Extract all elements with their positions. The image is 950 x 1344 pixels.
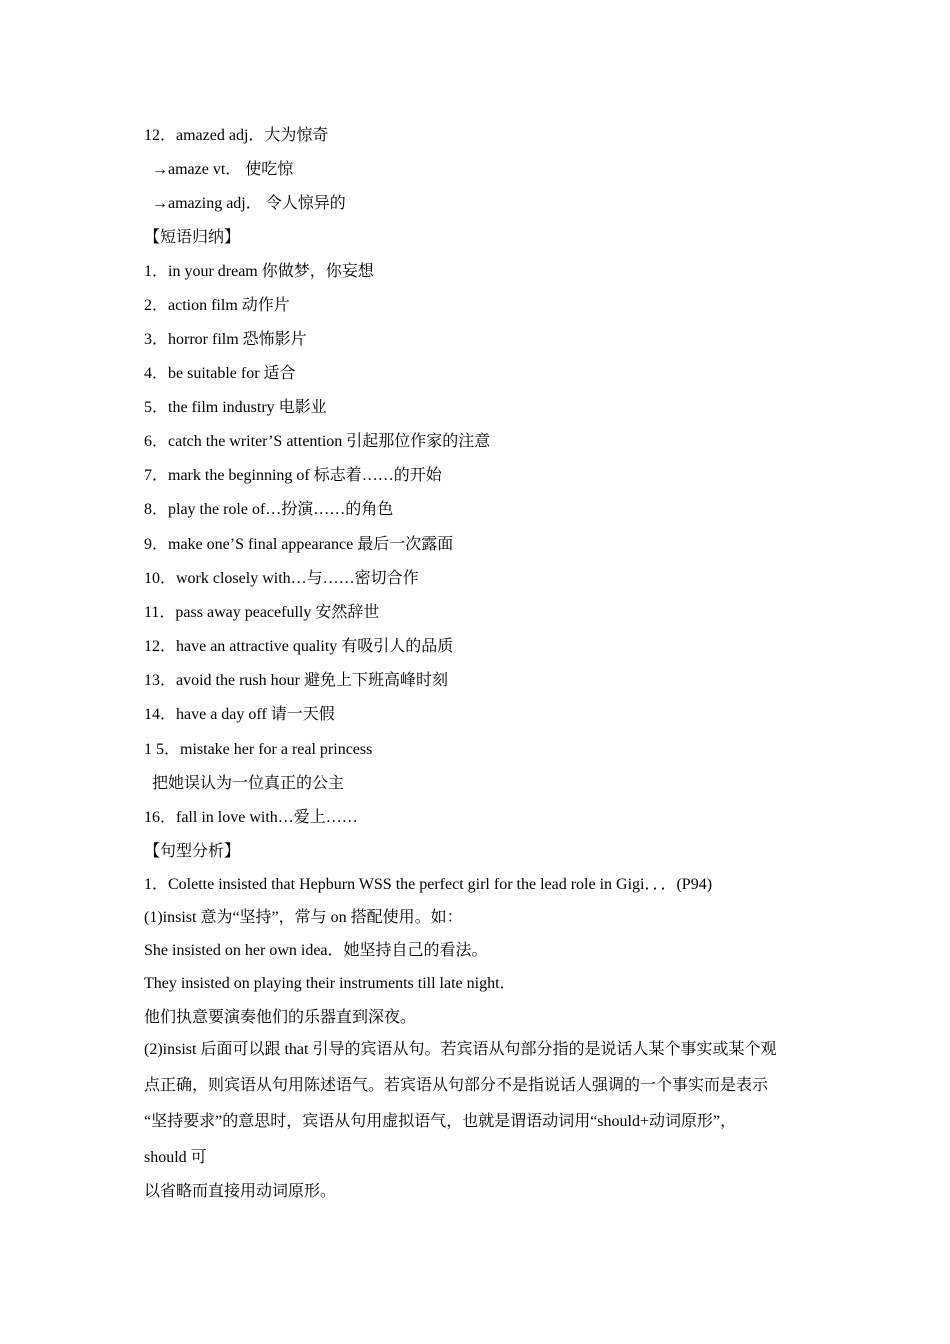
phrase-item: 14．have a day off 请一天假 <box>144 706 335 723</box>
phrase-item-translation: 把她误认为一位真正的公主 <box>152 775 345 792</box>
phrase-item: 1 5．mistake her for a real princess <box>144 741 373 758</box>
example-sentence-en: They insisted on playing their instruments till late night． <box>144 975 516 992</box>
phrase-item: 13．avoid the rush hour 避免上下班高峰时刻 <box>144 672 448 689</box>
sentence-heading: 【句型分析】 <box>144 843 241 860</box>
phrase-item: 9．make one’S final appearance 最后一次露面 <box>144 536 454 553</box>
sentence-note-2-line: 以省略而直接用动词原形。 <box>144 1183 337 1200</box>
sentence-note-2-line: “坚持要求”的意思时，宾语从句用虚拟语气，也就是谓语动词用“should+动词原形”， <box>144 1113 737 1130</box>
sentence-item-1: 1．Colette insisted that Hepburn WSS the perfect girl for the lead role in Gigi．．．(P94) <box>144 876 713 893</box>
sentence-note-1: (1)insist 意为“坚持”，常与 on 搭配使用。如： <box>144 909 463 926</box>
phrase-item: 6．catch the writer’S attention 引起那位作家的注意 <box>144 433 491 450</box>
phrase-item: 3．horror film 恐怖影片 <box>144 331 307 348</box>
vocab-item-12: 12．amazed adj．大为惊奇 <box>144 127 329 144</box>
sentence-note-2-line: 点正确，则宾语从句用陈述语气。若宾语从句部分不是指说话人强调的一个事实而是表示 <box>144 1077 769 1094</box>
phrase-item: 11．pass away peacefully 安然辞世 <box>144 604 380 621</box>
example-sentence-zh: 他们执意要演奏他们的乐器直到深夜。 <box>144 1009 417 1026</box>
phrase-item: 12．have an attractive quality 有吸引人的品质 <box>144 638 454 655</box>
vocab-derived-amazing: →amazing adj． 令人惊异的 <box>152 195 346 212</box>
phrase-item: 4．be suitable for 适合 <box>144 365 296 382</box>
sentence-note-2-line: should 可 <box>144 1149 207 1166</box>
phrase-item: 8．play the role of…扮演……的角色 <box>144 501 394 518</box>
phrases-heading: 【短语归纳】 <box>144 229 241 246</box>
sentence-note-2-line: (2)insist 后面可以跟 that 引导的宾语从句。若宾语从句部分指的是说话人某个事实或某个观 <box>144 1041 777 1058</box>
phrase-item: 1．in your dream 你做梦，你妄想 <box>144 263 374 280</box>
phrase-item: 16．fall in love with…爱上…… <box>144 809 358 826</box>
example-sentence-en: She insisted on her own idea．她坚持自己的看法。 <box>144 942 488 959</box>
phrase-item: 10．work closely with…与……密切合作 <box>144 570 419 587</box>
vocab-derived-amaze: →amaze vt． 使吃惊 <box>152 161 294 178</box>
phrase-item: 5．the film industry 电影业 <box>144 399 327 416</box>
phrase-item: 7．mark the beginning of 标志着……的开始 <box>144 467 442 484</box>
phrase-item: 2．action film 动作片 <box>144 297 290 314</box>
